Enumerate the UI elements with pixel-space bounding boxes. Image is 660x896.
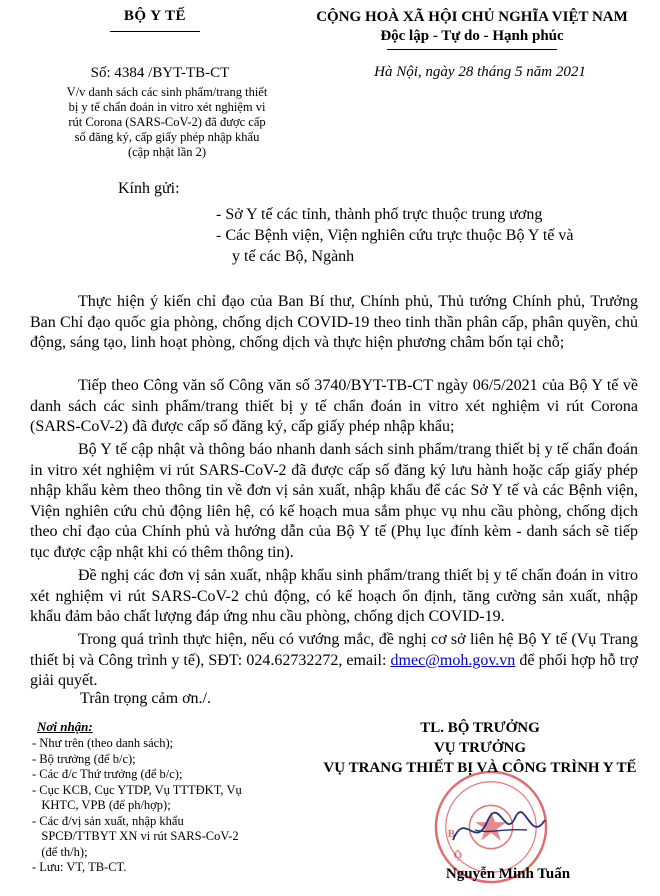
svg-text:B: B bbox=[447, 827, 455, 840]
list-item: - Như trên (theo danh sách); bbox=[32, 736, 174, 750]
national-heading bbox=[292, 8, 652, 50]
list-item: (để th/h); bbox=[32, 844, 88, 859]
list-item: - Bộ trưởng (để b/c); bbox=[32, 751, 136, 766]
recipient-line: - Sở Y tế các tỉnh, thành phố trực thuộc trung ương bbox=[216, 206, 543, 223]
recipients-title bbox=[37, 719, 93, 735]
body-paragraph-4: Đề nghị các đơn vị sản xuất, nhập khẩu sinh phẩm/trang thiết bị y tế chẩn đoán in vitro xét nghiệm vi rút SARS-CoV-2 chủ động, có kế hoạch ổn định, tăng cường sản xuất, nhập khẩu đảm bảo chất lượng đáp ứng nhu cầu phòng, chống dịch COVID-19. bbox=[30, 567, 638, 625]
recipients-title-colon: : bbox=[88, 719, 93, 734]
email-link[interactable]: dmec@moh.gov.vn bbox=[390, 651, 516, 669]
motto-underline bbox=[387, 49, 557, 50]
ministry-name: BỘ Y TẾ bbox=[123, 8, 187, 24]
signatory-title: TL. BỘ TRƯỞNG bbox=[420, 720, 540, 736]
signatory-department: VỤ TRANG THIẾT BỊ VÀ CÔNG TRÌNH Y TẾ bbox=[323, 760, 637, 776]
list-item: KHTC, VPB (để ph/hợp); bbox=[32, 798, 171, 812]
list-item: - Các đ/c Thứ trưởng (để b/c); bbox=[32, 767, 183, 781]
signature-block bbox=[300, 718, 660, 778]
contact-text-end: để phối hợp hỗ trợ giải quyết. bbox=[30, 651, 639, 689]
closing-text: Trân trọng cảm ơn./. bbox=[80, 690, 211, 707]
list-item: SPCĐ/TTBYT XN vi rút SARS-CoV-2 bbox=[32, 829, 239, 843]
recipient-line: - Các Bệnh viện, Viện nghiên cứu trực thuộc Bộ Y tế và bbox=[216, 227, 574, 244]
body-paragraph-1: Thực hiện ý kiến chỉ đạo của Ban Bí thư, Chính phủ, Thủ tướng Chính phủ, Trưởng Ban Chỉ đạo quốc gia phòng, chống dịch COVID-19 theo tinh thần phân cấp, phân quyền, chủ động, sáng tạo, linh hoạt phòng, chống dịch và thực hiện phương châm bốn tại chỗ; bbox=[30, 293, 638, 351]
recipient-line: y tế các Bộ, Ngành bbox=[232, 248, 355, 265]
document-number: Số: 4384 /BYT-TB-CT bbox=[90, 65, 230, 81]
body-paragraph-2: Tiếp theo Công văn số Công văn số 3740/BYT-TB-CT ngày 06/5/2021 của Bộ Y tế về danh sách các sinh phẩm/trang thiết bị y tế chẩn đoán in vitro xét nghiệm vi rút Corona (SARS-CoV-2) đã được cấp số đăng ký, cấp giấy phép nhập khẩu; bbox=[30, 377, 638, 435]
subject-line: bị y tế chẩn đoán in vitro xét nghiệm vi bbox=[68, 100, 266, 114]
list-item: - Cục KCB, Cục YTDP, Vụ TTTĐKT, Vụ bbox=[32, 782, 242, 797]
nation-name: CỘNG HOÀ XÃ HỘI CHỦ NGHĨA VIỆT NAM bbox=[316, 9, 628, 25]
national-motto: Độc lập - Tự do - Hạnh phúc bbox=[380, 28, 564, 44]
subject-line: V/v danh sách các sinh phẩm/trang thiết bbox=[66, 85, 268, 99]
subject-line: số đăng ký, cấp giấy phép nhập khẩu bbox=[74, 130, 260, 144]
greeting: Kính gửi: bbox=[118, 180, 180, 197]
ministry-underline bbox=[110, 31, 200, 32]
svg-text:Ộ: Ộ bbox=[453, 849, 463, 862]
list-item: - Lưu: VT, TB-CT. bbox=[32, 860, 127, 874]
body-paragraph-5 bbox=[30, 630, 638, 692]
signatory-name: Nguyễn Minh Tuấn bbox=[445, 866, 571, 882]
contact-text: Trong quá trình thực hiện, nếu có vướng mắc, đề nghị cơ sở liên hệ Bộ Y tế (Vụ Trang thiết bị và Công trình y tế), SĐT: 024.62732272, email: bbox=[30, 631, 638, 669]
subject-line: (cập nhật lần 2) bbox=[127, 145, 207, 159]
list-item: - Các đ/vị sản xuất, nhập khẩu bbox=[32, 813, 184, 828]
signatory-subtitle: VỤ TRƯỞNG bbox=[433, 740, 527, 756]
recipients-title-text: Nơi nhận bbox=[37, 719, 89, 734]
document-subject bbox=[52, 85, 282, 160]
recipients-list bbox=[32, 736, 322, 876]
issuer-block bbox=[40, 8, 270, 32]
subject-line: rút Corona (SARS-CoV-2) đã được cấp bbox=[68, 115, 266, 129]
body-paragraph-3: Bộ Y tế cập nhật và thông báo nhanh danh sách sinh phẩm/trang thiết bị y tế chẩn đoán in vitro xét nghiệm vi rút SARS-CoV-2 đã được cấp số đăng ký lưu hành hoặc cấp giấy phép nhập khẩu kèm theo thông tin về đơn vị sản xuất, nhập khẩu để các Sở Y tế và các Bệnh viện, Viện nghiên cứu chủ động liên hệ, có kế hoạch mua sắm phục vụ nhu cầu phòng, chống dịch theo chỉ đạo của Chính phủ và hướng dẫn của Bộ Y tế (Phụ lục đính kèm - danh sách sẽ tiếp tục được cập nhật khi có thêm thông tin). bbox=[30, 441, 638, 561]
handwritten-signature bbox=[445, 800, 555, 860]
document-date: Hà Nội, ngày 28 tháng 5 năm 2021 bbox=[374, 64, 586, 80]
